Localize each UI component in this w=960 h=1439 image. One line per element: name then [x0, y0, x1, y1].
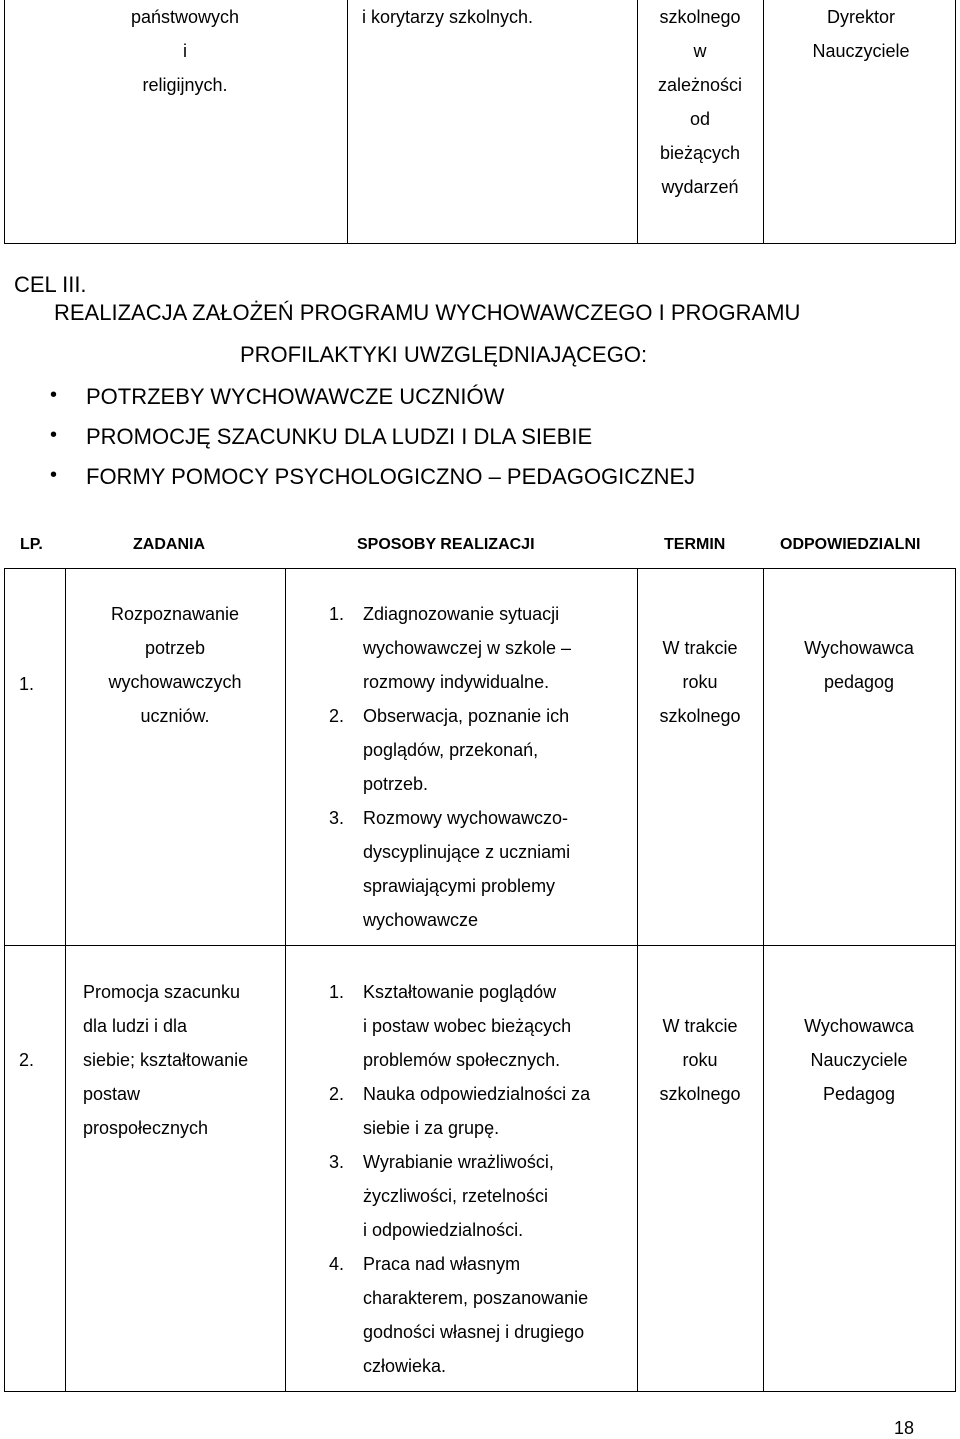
bullet-icon: •	[50, 424, 58, 446]
row-odpowiedzialni	[765, 631, 953, 699]
sposob-line: sprawiającymi problemy	[363, 876, 556, 896]
section-title-line2: PROFILAKTYKI UWZGLĘDNIAJĄCEGO:	[240, 342, 648, 367]
odpowiedzialni-line: Wychowawca	[804, 1016, 914, 1036]
row-divider	[5, 945, 955, 946]
top-col1-line: państwowych	[130, 7, 240, 27]
sposob-line: Obserwacja, poznanie ich	[363, 706, 570, 726]
header-sposoby: SPOSOBY REALIZACJI	[357, 536, 535, 553]
top-col3-line: zależności	[657, 75, 743, 95]
bullet-item: POTRZEBY WYCHOWAWCZE UCZNIÓW	[86, 384, 505, 409]
section-title-line1: REALIZACJA ZAŁOŻEŃ PROGRAMU WYCHOWAWCZEGO I PROGRAMU	[54, 300, 801, 325]
top-col4	[775, 0, 947, 68]
zadanie-line: prospołecznych	[83, 1118, 209, 1138]
sposob-line: poglądów, przekonań,	[363, 740, 539, 760]
sposob-line: i odpowiedzialności.	[363, 1220, 524, 1240]
sposob-line: wychowawcze	[363, 910, 479, 930]
row-odpowiedzialni	[765, 1009, 953, 1111]
sposob-line: Rozmowy wychowawczo-	[363, 808, 569, 828]
top-col3-line: w	[693, 41, 707, 61]
top-table-divider	[637, 0, 638, 243]
sposob-line: godności własnej i drugiego	[363, 1322, 585, 1342]
top-col1-line: i	[183, 41, 187, 61]
bullet-item: PROMOCJĘ SZACUNKU DLA LUDZI I DLA SIEBIE	[86, 424, 593, 449]
item-number: 2.	[329, 706, 345, 726]
top-col4-line: Nauczyciele	[812, 41, 910, 61]
sposob-line: i postaw wobec bieżących	[363, 1016, 572, 1036]
top-col1	[125, 0, 245, 102]
zadanie-line: postaw	[83, 1084, 141, 1104]
top-col3-line: bieżących	[659, 143, 741, 163]
sposob-line: dyscyplinujące z uczniami	[363, 842, 571, 862]
sposob-line: człowieka.	[363, 1356, 447, 1376]
sposob-line: rozmowy indywidualne.	[363, 672, 550, 692]
termin-line: W trakcie	[662, 638, 738, 658]
zadanie-line: dla ludzi i dla	[83, 1016, 188, 1036]
item-number: 3.	[329, 1152, 345, 1172]
column-divider	[637, 569, 638, 1391]
row-zadanie	[83, 975, 248, 1145]
header-odpowiedzialni: ODPOWIEDZIALNI	[780, 536, 921, 553]
top-col2	[362, 0, 533, 34]
section-label: CEL III.	[14, 272, 87, 297]
page-number: 18	[893, 1418, 914, 1438]
zadanie-line: siebie; kształtowanie	[83, 1050, 249, 1070]
odpowiedzialni-line: pedagog	[823, 672, 895, 692]
item-number: 4.	[329, 1254, 345, 1274]
column-divider	[763, 569, 764, 1391]
item-number: 3.	[329, 808, 345, 828]
item-number: 2.	[329, 1084, 345, 1104]
bullet-icon: •	[50, 464, 58, 486]
top-col1-line: religijnych.	[142, 75, 228, 95]
sposob-line: charakterem, poszanowanie	[363, 1288, 589, 1308]
sposob-line: potrzeb.	[363, 774, 429, 794]
sposob-line: Kształtowanie poglądów	[363, 982, 557, 1002]
termin-line: roku	[682, 1050, 718, 1070]
header-termin: TERMIN	[664, 536, 726, 553]
termin-line: roku	[682, 672, 718, 692]
column-divider	[285, 569, 286, 1391]
top-col3-line: wydarzeń	[661, 177, 739, 197]
sposob-line: Praca nad własnym	[363, 1254, 521, 1274]
sposob-line: wychowawczej w szkole –	[363, 638, 572, 658]
top-table-divider	[347, 0, 348, 243]
odpowiedzialni-line: Wychowawca	[804, 638, 914, 658]
sposob-line: problemów społecznych.	[363, 1050, 561, 1070]
row-zadanie	[67, 597, 283, 733]
zadanie-line: Promocja szacunku	[83, 982, 241, 1002]
zadanie-line: uczniów.	[140, 706, 210, 726]
item-number: 1.	[329, 604, 345, 624]
bullet-icon: •	[50, 384, 58, 406]
header-lp: LP.	[20, 536, 43, 553]
column-divider	[65, 569, 66, 1391]
main-table	[4, 568, 956, 1392]
bullet-item: FORMY POMOCY PSYCHOLOGICZNO – PEDAGOGICZNEJ	[86, 464, 696, 489]
sposob-line: życzliwości, rzetelności	[363, 1186, 549, 1206]
row-sposoby	[329, 975, 590, 1383]
item-number: 1.	[329, 982, 345, 1002]
top-col2-line: i korytarzy szkolnych.	[362, 7, 534, 27]
odpowiedzialni-line: Nauczyciele	[810, 1050, 908, 1070]
top-col3-line: od	[689, 109, 711, 129]
row-termin	[639, 1009, 761, 1111]
row-lp: 1.	[19, 674, 35, 694]
top-col3	[645, 0, 755, 204]
top-table	[4, 0, 956, 244]
sposob-line: Nauka odpowiedzialności za	[363, 1084, 591, 1104]
row-sposoby	[329, 597, 571, 937]
row-lp: 2.	[19, 1050, 35, 1070]
zadanie-line: wychowawczych	[108, 672, 242, 692]
top-col3-line: szkolnego	[659, 7, 741, 27]
row-termin	[639, 631, 761, 733]
zadanie-line: potrzeb	[144, 638, 206, 658]
termin-line: W trakcie	[662, 1016, 738, 1036]
sposob-line: Zdiagnozowanie sytuacji	[363, 604, 560, 624]
sposob-line: siebie i za grupę.	[363, 1118, 500, 1138]
zadanie-line: Rozpoznawanie	[110, 604, 240, 624]
termin-line: szkolnego	[659, 1084, 741, 1104]
top-col4-line: Dyrektor	[826, 7, 895, 27]
sposob-line: Wyrabianie wrażliwości,	[363, 1152, 554, 1172]
top-table-divider	[763, 0, 764, 243]
odpowiedzialni-line: Pedagog	[822, 1084, 896, 1104]
termin-line: szkolnego	[659, 706, 741, 726]
header-zadania: ZADANIA	[133, 536, 205, 553]
